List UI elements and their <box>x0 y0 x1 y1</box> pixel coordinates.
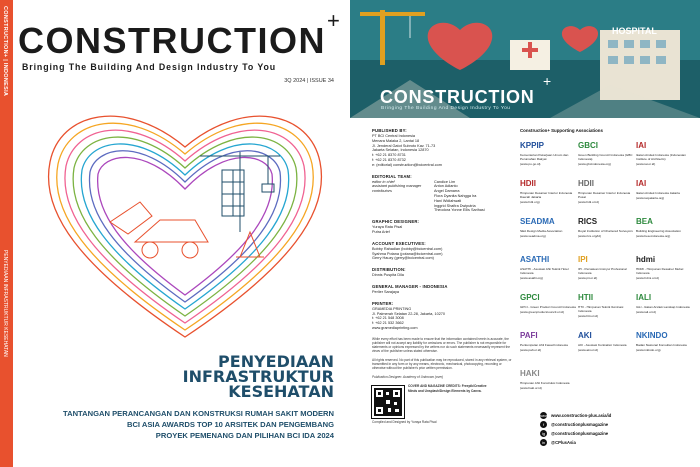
association-item[interactable] <box>520 289 576 324</box>
role-line: contributors <box>372 189 392 194</box>
association-logo-icon: HAKI <box>520 368 540 378</box>
heart-illustration <box>40 92 330 347</box>
association-logo-icon: IAI <box>636 178 647 188</box>
association-item[interactable] <box>578 175 634 210</box>
association-name: Ikatan Arsitek Indonesia (Indonesian Institute of Architects) <box>636 153 686 161</box>
association-url[interactable]: (www.aki.or.id) <box>578 347 599 352</box>
association-url[interactable]: (www.asathi.org) <box>520 275 544 280</box>
association-logo-icon: SEADMA <box>520 216 555 226</box>
association-item[interactable] <box>520 365 576 400</box>
association-name: Himpunan Desainer Interior Indonesia Daerah Jakarta <box>520 191 573 199</box>
social-www-icon: www <box>539 413 548 418</box>
association-logo-icon: BEA <box>636 216 653 226</box>
association-item[interactable] <box>636 137 692 172</box>
publisher-block <box>372 128 512 168</box>
printer-block <box>372 301 512 331</box>
association-item[interactable] <box>636 251 692 286</box>
association-item[interactable] <box>520 137 576 172</box>
cover-subheads <box>63 408 334 441</box>
distribution-label: DISTRIBUTION: <box>372 267 406 273</box>
association-name: IALI - Ikatan Arsitek Lanskap Indonesia <box>636 305 690 309</box>
associations-panel <box>520 128 692 400</box>
compiled-credit: Compiled and Designed by Yuraya Rata Pisal <box>372 420 437 425</box>
publisher-line: t: +62 21 8370 8731 <box>372 153 406 158</box>
association-url[interactable]: (www.bea-indonesia.org) <box>636 233 671 238</box>
association-item[interactable] <box>520 327 576 362</box>
association-name: SEA Design Media Association <box>520 229 563 233</box>
association-url[interactable]: (www.iali.or.id) <box>636 309 656 314</box>
association-url[interactable]: (www.seadma.org) <box>520 233 546 238</box>
heart-line-art-icon <box>40 92 330 347</box>
associations-title: Construction+ Supporting Associations <box>520 128 603 133</box>
graphic-line: Putra Arief <box>372 229 390 234</box>
association-item[interactable] <box>636 175 692 210</box>
association-logo-icon: KPPIP <box>520 140 545 150</box>
hospital-sign: HOSPITAL <box>612 26 657 36</box>
association-url[interactable]: (www.htii.or.id) <box>578 313 599 318</box>
association-item[interactable] <box>578 137 634 172</box>
headline-line-3: KESEHATAN <box>228 382 334 401</box>
name-line: Theodora Yonne Ellis Sarihasi <box>434 208 485 213</box>
account-line: Gerry Hauzy (gerry@bcicentral.com) <box>372 256 434 261</box>
association-item[interactable] <box>578 251 634 286</box>
disclaimer: While every effort has been made to ensure that the information contained herein is accurate, the publisher will not accept any liability for omissions or errors. The publisher is not responsible for statements or opinions expressed by the writers nor do such statements necessarily represent the views of the publisher unless stated otherwise. <box>372 336 511 353</box>
association-logo-icon: GBCI <box>578 140 598 150</box>
distribution-block <box>372 267 512 278</box>
editorial-block <box>372 174 512 214</box>
association-name: GPCI - Green Product Council Indonesia <box>520 305 576 309</box>
social-link[interactable] <box>540 430 611 437</box>
association-logo-icon: HTII <box>578 292 594 302</box>
cover-headline <box>183 354 334 399</box>
cover-brand-logo: CONSTRUCTION <box>18 20 326 61</box>
name-line: Angel Damarra <box>434 189 460 194</box>
association-item[interactable] <box>520 251 576 286</box>
name-line: Hani Widiahwati <box>434 198 462 203</box>
association-item[interactable] <box>636 213 692 248</box>
name-line: Flora Dyanita Nahgga Ira <box>434 193 477 198</box>
distribution-line: Dinnis Puspita Dila <box>372 273 404 278</box>
association-logo-icon: HDII <box>520 178 536 188</box>
social-handle: www.construction-plus.asia/id <box>551 413 612 418</box>
editorial-label: EDITORIAL TEAM: <box>372 173 412 179</box>
association-url[interactable]: (www.hdmi.or.id) <box>636 275 659 280</box>
association-url[interactable]: (www.gbcindonesia.org) <box>578 161 612 166</box>
publisher-line: PT BCI Central Indonesia <box>372 134 415 138</box>
rights-notice: All rights reserved. No part of this publication may be reproduced, stored in any retrieval system, or transmitted in any form or by any means, electronic, mechanical, photocopying, recording or otherwise without the publisher's prior written permission. <box>372 358 512 371</box>
association-logo-icon: HDII <box>578 178 594 188</box>
association-name: ASATHI - Asosiasi Ahli Teknik Hotel Indonesia <box>520 267 569 275</box>
qr-label: COVER AND MAGAZINE CREDITS: Freepik/Creative Minds and Unsplash/Design Elements by Canva. <box>408 384 487 393</box>
cover-issue: 3Q 2024 | ISSUE 34 <box>284 78 334 84</box>
qr-code-icon[interactable] <box>372 386 404 418</box>
association-logo-icon: GPCI <box>520 292 540 302</box>
publisher-line: f: +62 21 8370 8732 <box>372 157 406 162</box>
masthead-credits <box>372 128 512 424</box>
association-url[interactable]: (www.greenproductcouncil.or.id) <box>520 309 565 314</box>
association-name: Perkumpulan Ahli Fasad Indonesia <box>520 343 568 347</box>
account-line: Syahma Potana (potana@bcicentral.com) <box>372 251 443 256</box>
association-url[interactable]: (www.hdii.org) <box>520 199 540 204</box>
social-in-icon: in <box>541 440 546 445</box>
printer-line: Jl. Palmerah Selatan 22-28, Jakarta, 10270 <box>372 311 446 316</box>
association-logo-icon: NKINDO <box>636 330 668 340</box>
social-link[interactable] <box>540 421 611 428</box>
social-ig-icon: ig <box>541 431 546 436</box>
association-name: IPI - Persatuan Insinyur Profesional Indonesia <box>578 267 627 275</box>
printer-label: PRINTER: <box>372 300 394 306</box>
printer-line: t: +62 21 548 3008 <box>372 316 404 321</box>
social-f-icon: f <box>540 421 547 428</box>
association-name: Kementerian Pekerjaan Umum dan Perumahan Rakyat <box>520 153 569 161</box>
association-logo-icon: RICS <box>578 216 598 226</box>
account-label: ACCOUNT EXECUTIVES: <box>372 240 426 246</box>
subhead-2: BCI ASIA AWARDS TOP 10 ARSITEK DAN PENGEMBANG <box>126 420 334 429</box>
role-line: editor in chief <box>372 179 395 184</box>
name-line: Candice Lim <box>434 179 456 184</box>
cover-spine <box>0 0 13 467</box>
association-logo-icon: IALI <box>636 292 652 302</box>
publisher-label: PUBLISHED BY: <box>372 128 407 133</box>
subhead-1: TANTANGAN PERANCANGAN DAN KONSTRUKSI RUMAH SAKIT MODERN <box>63 409 334 418</box>
name-line: Anton Adianto <box>434 184 458 189</box>
association-name: Green Building Council Indonesia (GBC Indonesia) <box>578 153 633 161</box>
social-links <box>540 412 611 448</box>
gm-label: GENERAL MANAGER - INDONESIA <box>372 283 448 289</box>
publisher-line: Jl. Jenderal Gatot Subroto Kav. 71-73 <box>372 143 436 148</box>
association-name: Building Engineering Association <box>636 229 681 233</box>
publisher-line: e: (editorial) construction@bcicentral.com <box>372 162 442 167</box>
graphic-block <box>372 219 512 235</box>
association-name: Himpunan Ahli Konstruksi Indonesia <box>520 381 570 385</box>
association-name: HDMI - Himpunan Desainer Mebel Indonesia <box>636 267 684 275</box>
social-link[interactable] <box>540 439 611 446</box>
association-url[interactable]: (www.pii.or.id) <box>578 275 598 280</box>
inner-brand-logo: CONSTRUCTION <box>380 87 535 107</box>
subhead-3: PROYEK PEMENANG DAN PILIHAN BCI IDA 2024 <box>155 431 334 440</box>
association-logo-icon: IPI <box>578 254 588 264</box>
association-name: Badan Nasional Konsultan Indonesia <box>636 343 687 347</box>
spine-brand: CONSTRUCTION+ | INDONESIA <box>2 6 8 97</box>
association-url[interactable]: (www.inkindo.org) <box>636 347 661 352</box>
printer-line: www.gramediaprinting.com <box>372 325 418 330</box>
association-url[interactable]: (www.rics.org/id) <box>578 233 601 238</box>
gm-block <box>372 284 512 295</box>
association-logo-icon: PAFI <box>520 330 538 340</box>
printer-line: GRAMEDIA PRINTING <box>372 306 412 311</box>
association-name: HTII - Himpunan Teknik Iluminasi Indonesia <box>578 305 624 313</box>
name-line: Inggrid Shafira Dwiputria <box>434 203 476 208</box>
association-url[interactable]: (www.hdii.or.id) <box>578 199 599 204</box>
graphic-label: GRAPHIC DESIGNER: <box>372 219 420 225</box>
association-logo-icon: hdmi <box>636 254 656 264</box>
association-name: AKI - Asosiasi Kontraktor Indonesia <box>578 343 627 347</box>
association-logo-icon: AKI <box>578 330 592 340</box>
association-logo-icon: ASATHI <box>520 254 550 264</box>
association-name: Himpunan Desainer Interior Indonesia Pusat <box>578 191 631 199</box>
account-block <box>372 241 512 261</box>
association-url[interactable]: (www.iai.or.id) <box>636 161 656 166</box>
association-logo-icon: IAI <box>636 140 647 150</box>
headline-line-1: PENYEDIAAN <box>218 352 334 371</box>
publisher-line: Jakarta Selatan, Indonesia 12870 <box>372 148 429 153</box>
headline-line-2: INFRASTRUKTUR <box>182 367 334 386</box>
association-url[interactable]: (www.iai-jakarta.org) <box>636 195 665 200</box>
association-url[interactable]: (www.haki.or.id) <box>520 385 542 390</box>
association-name: Ikatan Arsitek Indonesia Jakarta <box>636 191 680 195</box>
hero-illustration <box>350 0 700 118</box>
masthead-page <box>350 0 700 467</box>
associations-grid <box>520 137 692 400</box>
inner-tagline: Bringing The Building And Design Industry To You <box>381 106 511 111</box>
association-name: Royal Institution of Chartered Surveyors <box>578 229 633 233</box>
graphic-line: Yuraya Rata Pisal <box>372 225 403 230</box>
association-url[interactable]: (www.pu.go.id) <box>520 161 541 166</box>
publisher-line: Menara Malaka 2, Lantai 18 <box>372 138 420 143</box>
association-item[interactable] <box>520 175 576 210</box>
social-handle: @constructionplusmagazine <box>551 431 609 436</box>
printer-line: f: +62 21 532 3662 <box>372 321 404 326</box>
gm-line: Perlier Sarajaya <box>372 289 400 294</box>
account-line: Bobby Rahadian (bobby@bcicentral.com) <box>372 246 443 251</box>
association-item[interactable] <box>636 327 692 362</box>
cover-brand-plus: + <box>327 8 340 33</box>
association-item[interactable] <box>636 289 692 324</box>
association-item[interactable] <box>578 289 634 324</box>
cover-tagline: Bringing The Building And Design Industry To You <box>22 62 276 72</box>
social-link[interactable] <box>540 412 611 419</box>
social-handle: @CPlusAsia <box>551 440 576 445</box>
association-item[interactable] <box>578 327 634 362</box>
association-url[interactable]: (www.pafi.or.id) <box>520 347 542 352</box>
cover-credit: Publication Designer: Academy of Unknown (over) <box>372 375 444 380</box>
role-line: assistant publishing manager <box>372 184 422 189</box>
social-handle: @constructionplusmagazine <box>551 422 609 427</box>
association-item[interactable] <box>520 213 576 248</box>
spine-headline: PENYEDIAAN INFRASTRUKTUR KESEHATAN <box>2 250 8 357</box>
association-item[interactable] <box>578 213 634 248</box>
inner-brand-plus: + <box>543 73 552 89</box>
